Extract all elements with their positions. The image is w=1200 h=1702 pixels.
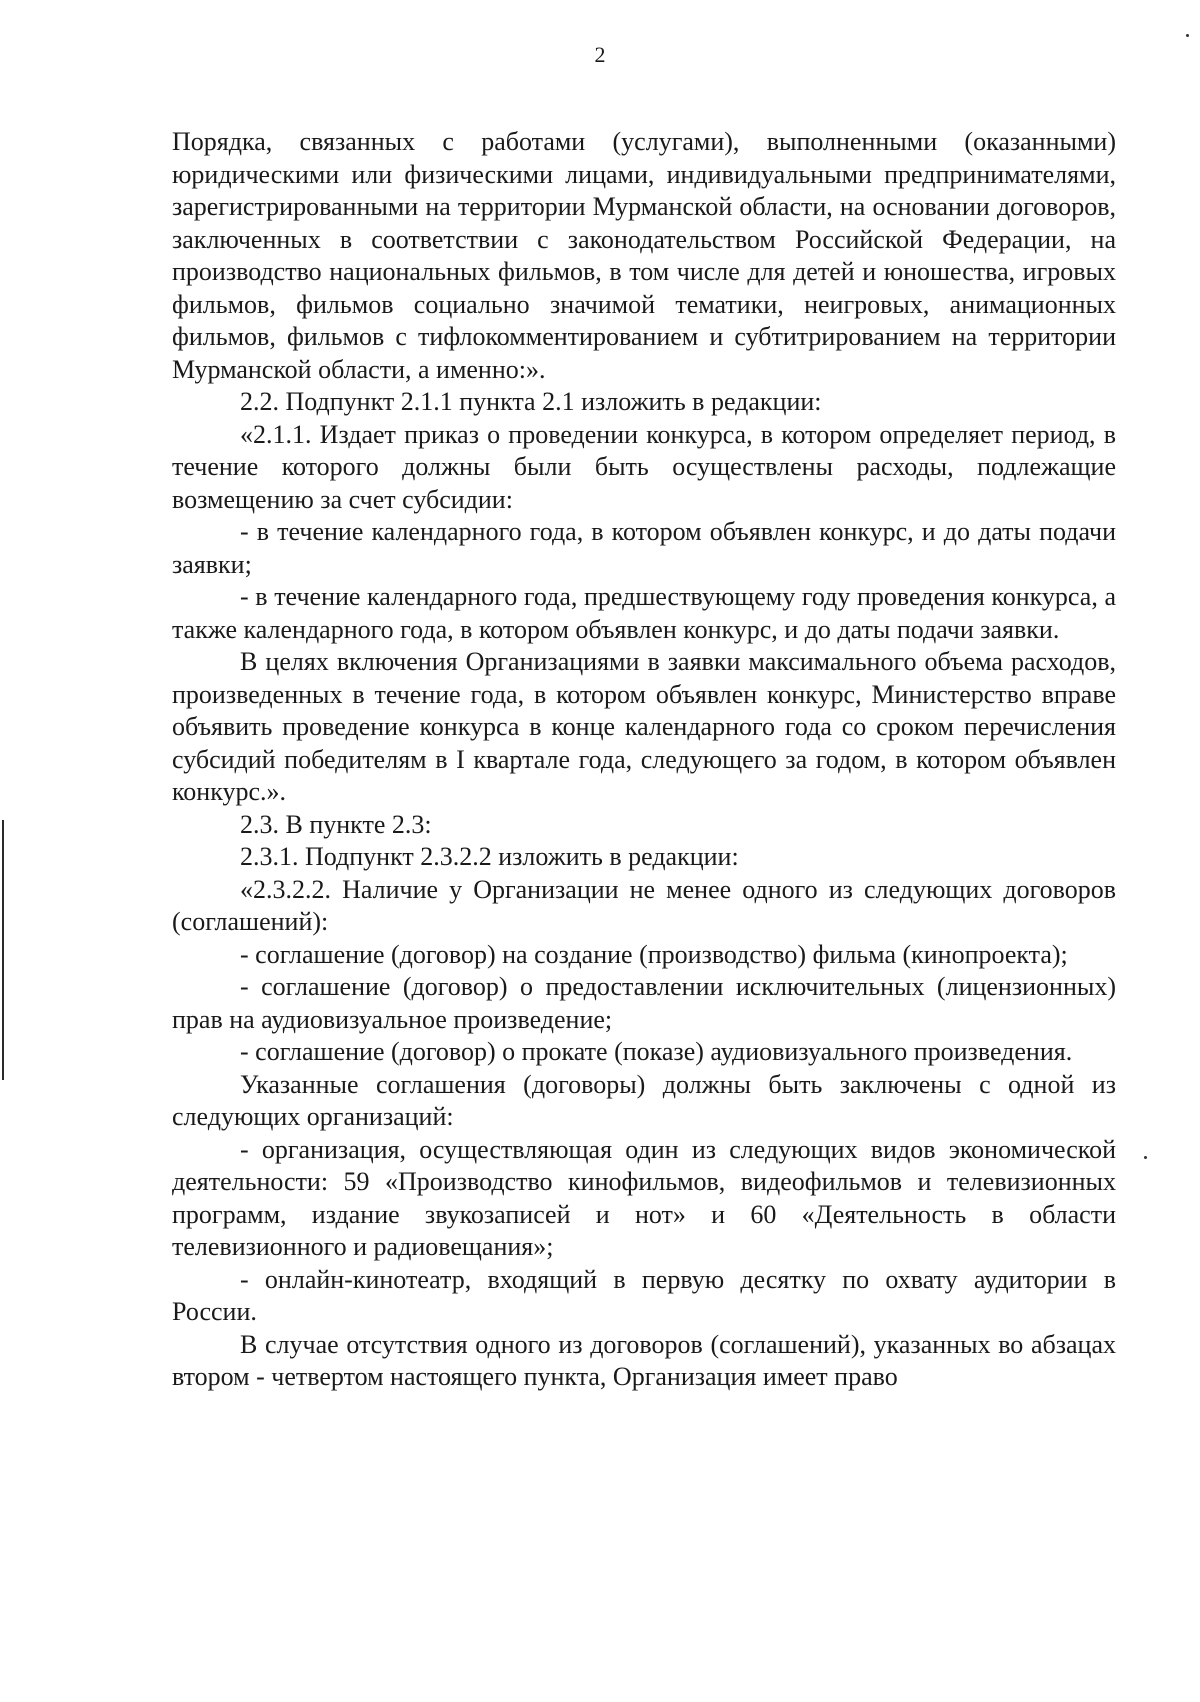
paragraph: Порядка, связанных с работами (услугами), выполненными (оказанными) юридическими или физическими лицами, индивидуальными предпринимателями, зарегистрированными на территории Мурманской области, на основании договоров, заключенных в соответствии с законодательством Российской Федерации, на производство национальных фильмов, в том числе для детей и юношества, игровых фильмов, фильмов социально значимой тематики, неигровых, анимационных фильмов, фильмов с тифлокомментированием и субтитрированием на территории Мурманской области, а именно:». [172, 127, 1116, 384]
list-item: - соглашение (договор) о прокате (показе) аудиовизуального произведения. [240, 1037, 1073, 1066]
list-item: - онлайн-кинотеатр, входящий в первую десятку по охвату аудитории в России. [172, 1264, 1116, 1326]
paragraph: В случае отсутствия одного из договоров (соглашений), указанных во абзацах втором - четвертом настоящего пункта, Организация имеет право [172, 1329, 1116, 1391]
list-item: - соглашение (договор) о предоставлении исключительных (лицензионных) прав на аудиовизуальное произведение; [172, 972, 1116, 1034]
paragraph: «2.1.1. Издает приказ о проведении конкурса, в котором определяет период, в течение которого должны были быть осуществлены расходы, подлежащие возмещению за счет субсидии: [172, 419, 1116, 514]
scan-margin-line [2, 820, 4, 1080]
paragraph: «2.3.2.2. Наличие у Организации не менее одного из следующих договоров (соглашений): [172, 874, 1116, 936]
paragraph: 2.3. В пункте 2.3: [240, 809, 432, 839]
scan-speck [1186, 34, 1189, 37]
list-item: - в течение календарного года, предшествующему году проведения конкурса, а также календарного года, в котором объявлен конкурс, и до даты подачи заявки. [172, 582, 1116, 644]
list-item: - в течение календарного года, в котором объявлен конкурс, и до даты подачи заявки; [172, 517, 1116, 579]
document-body [172, 126, 1116, 1394]
paragraph: В целях включения Организациями в заявки максимального объема расходов, произведенных в течение года, в котором объявлен конкурс, Министерство вправе объявить проведение конкурса в конце календарного года со сроком перечисления субсидий победителям в I квартале года, следующего за годом, в котором объявлен конкурс.». [172, 647, 1116, 806]
page-number: 2 [594, 42, 606, 67]
paragraph: 2.2. Подпункт 2.1.1 пункта 2.1 изложить в редакции: [240, 387, 822, 416]
scan-speck [1144, 1156, 1147, 1159]
paragraph: 2.3.1. Подпункт 2.3.2.2 изложить в редакции: [240, 842, 739, 871]
list-item: - соглашение (договор) на создание (производство) фильма (кинопроекта); [240, 939, 1068, 969]
list-item: - организация, осуществляющая один из следующих видов экономической деятельности: 59 «Производство кинофильмов, видеофильмов и телевизионных программ, издание звукозаписей и нот» и 60 «Деятельность в области телевизионного и радиовещания»; [172, 1134, 1116, 1261]
paragraph: Указанные соглашения (договоры) должны быть заключены с одной из следующих организаций: [172, 1069, 1116, 1131]
